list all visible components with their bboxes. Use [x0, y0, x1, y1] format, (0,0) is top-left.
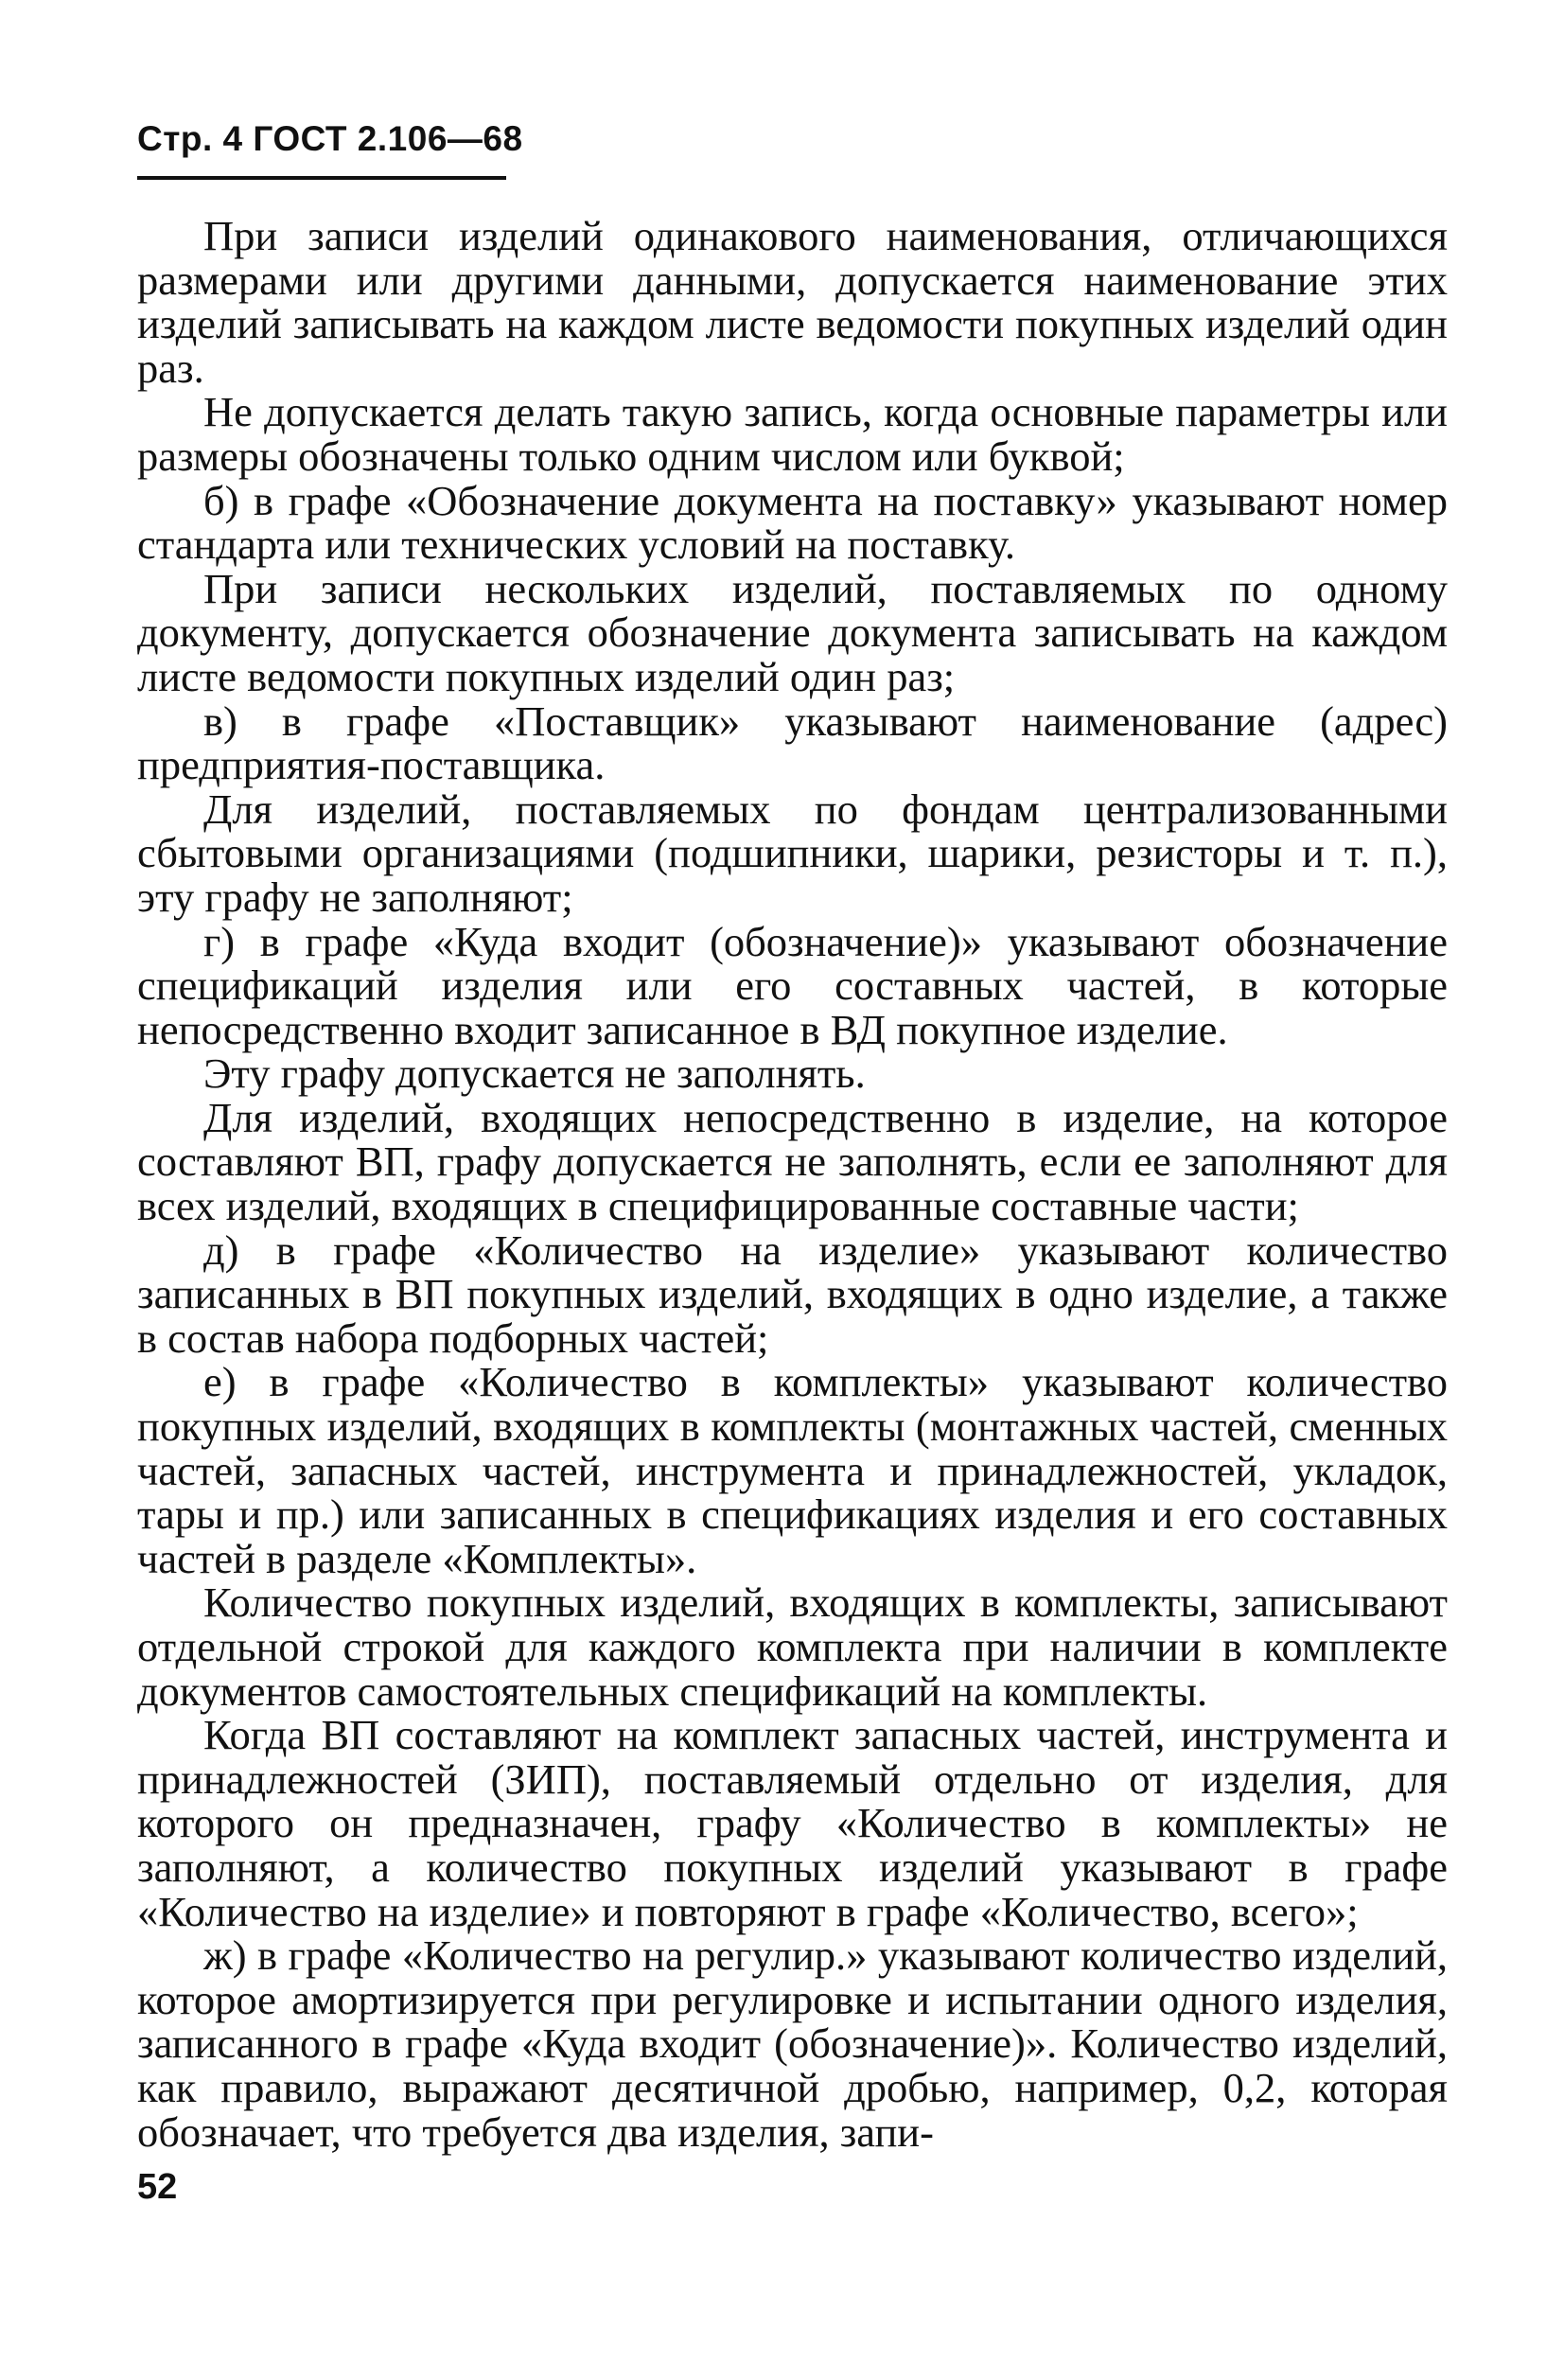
paragraph: ж) в графе «Количество на регулир.» указывают количество изделий, которое амортизируется при регулировке и испытании одного изделия, записанного в графе «Куда входит (обозначение)». Количество изделий, как правило, выражают десятичной дробью, например, 0,2, которая обозначает, что требуется два изделия, запи- — [137, 1931, 1448, 2156]
paragraph: Для изделий, поставляемых по фондам централизованными сбытовыми организациями (подшипники, шарики, резисторы и т. п.), эту графу не заполняют; — [137, 785, 1448, 921]
paragraph: Когда ВП составляют на комплект запасных частей, инструмента и принадлежностей (ЗИП), поставляемый отдельно от изделия, для которого он предназначен, графу «Количество в комплекты» не заполняют, а количество покупных изделий указывают в графе «Количество на изделие» и повторяют в графе «Количество, всего»; — [137, 1711, 1448, 1935]
paragraph: б) в графе «Обозначение документа на поставку» указывают номер стандарта или технических условий на поставку. — [137, 476, 1448, 569]
paragraph: Эту графу допускается не заполнять. — [203, 1049, 866, 1098]
paragraph: д) в графе «Количество на изделие» указывают количество записанных в ВП покупных изделий, входящих в одно изделие, а также в состав набора подборных частей; — [137, 1225, 1448, 1362]
paragraph: е) в графе «Количество в комплекты» указывают количество покупных изделий, входящих в комплекты (монтажных частей, сменных частей, запасных частей, инструмента и принадлежностей, укладок, тары и пр.) или записанных в спецификациях изделия и его составных частей в разделе «Комплекты». — [137, 1358, 1448, 1582]
paragraph: При записи нескольких изделий, поставляемых по одному документу, допускается обозначение документа записывать на каждом листе ведомости покупных изделий один раз; — [137, 564, 1448, 700]
header-divider — [137, 176, 506, 180]
paragraph: г) в графе «Куда входит (обозначение)» указывают обозначение спецификаций изделия или его составных частей, в которые непосредственно входит записанное в ВД покупное изделие. — [137, 917, 1448, 1053]
paragraph: Для изделий, входящих непосредственно в изделие, на которое составляют ВП, графу допускается не заполнять, если ее заполняют для всех изделий, входящих в специфицированные составные части; — [137, 1093, 1448, 1230]
body-text — [137, 214, 1448, 2154]
paragraph: Не допускается делать такую запись, когда основные параметры или размеры обозначены только одним числом или буквой; — [137, 388, 1448, 480]
paragraph: в) в графе «Поставщик» указывают наименование (адрес) предприятия-поставщика. — [137, 696, 1448, 789]
page-number: 52 — [137, 2167, 178, 2207]
paragraph: При записи изделий одинакового наименования, отличающихся размерами или другими данными, допускается наименование этих изделий записывать на каждом листе ведомости покупных изделий один раз. — [137, 212, 1448, 392]
paragraph: Количество покупных изделий, входящих в комплекты, записывают отдельной строкой для каждого комплекта при наличии в комплекте документов самостоятельных спецификаций на комплекты. — [137, 1578, 1448, 1715]
page-header: Стр. 4 ГОСТ 2.106—68 — [137, 119, 523, 158]
